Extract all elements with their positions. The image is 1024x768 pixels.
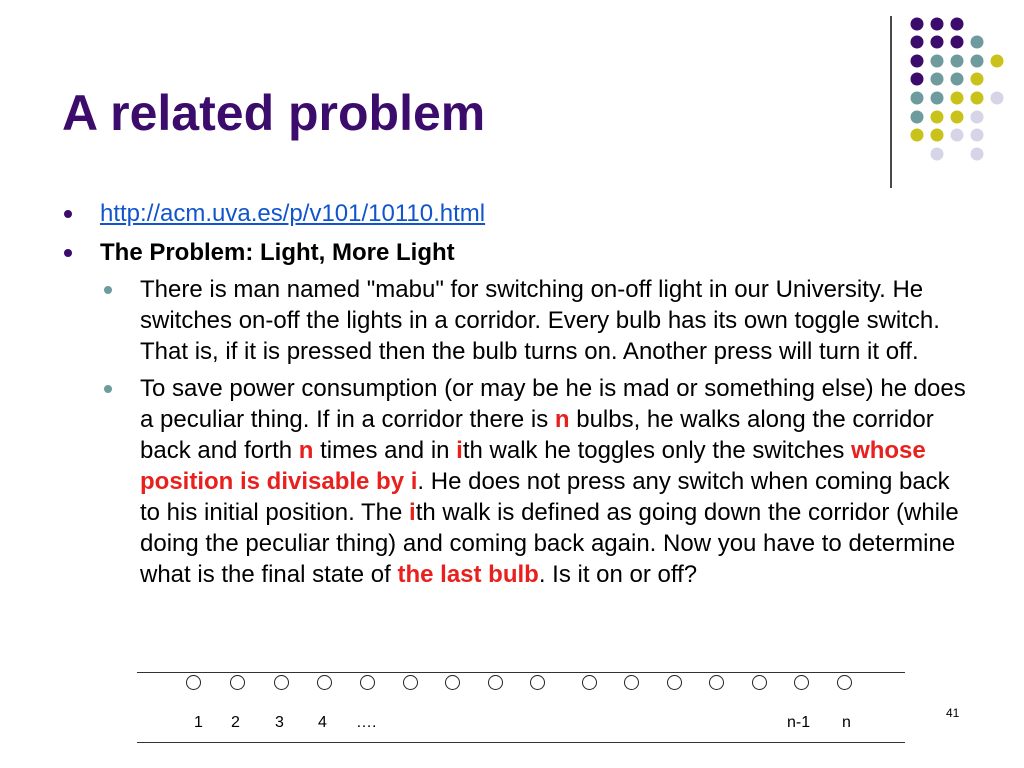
bulb-circle [403,675,418,690]
bulb-circle [624,675,639,690]
dot [911,129,924,142]
corridor-bottom-line [137,742,905,743]
sub-bullet-rules [100,373,972,590]
dot [971,129,984,142]
highlight-n: n [554,406,570,433]
bulb-index-label: 2 [231,714,240,731]
bulb-circle [445,675,460,690]
dot [931,111,944,124]
bulb-index-label: 4 [318,714,327,731]
bulb-index-label: 1 [194,714,203,731]
bulb-row [137,672,905,696]
dot [971,148,984,161]
dot [931,92,944,105]
sub-bullet-description [100,274,972,367]
p2-text: To save power consumption (or may be he is mad or something else) he does a peculiar thing. If in a corridor there is [140,375,966,433]
dot [951,129,964,142]
dot [951,92,964,105]
dot [931,18,944,31]
paragraph-1: There is man named "mabu" for switching on-off light in our University. He switches on-off the lights in a corridor. Every bulb has its own toggle switch. That is, if it is pressed then the bulb turns on. Another press will turn it off. [140,276,940,365]
p2-text: th walk is defined as going down the corridor (while doing the peculiar thing) and coming back again. Now you have to determine what is the final state of [140,499,959,588]
dot [971,55,984,68]
dot [931,129,944,142]
dot [991,55,1004,68]
dot [911,92,924,105]
p2-text: bulbs, he walks along the corridor back and forth [140,406,934,464]
bulb-circle [360,675,375,690]
bulb-circle [837,675,852,690]
bulb-circle [186,675,201,690]
p2-text: times and in [313,437,457,464]
bulb-index-ellipsis: …. [356,714,377,731]
p2-text: th walk he toggles only the switches [462,437,852,464]
dot [971,92,984,105]
bulb-circle [709,675,724,690]
dot [931,36,944,49]
paragraph-2 [140,375,966,588]
dot [971,73,984,86]
bulb-index-label: n [842,714,851,731]
bullet-dot [64,210,72,218]
dot [911,111,924,124]
dot [911,55,924,68]
bulb-circle [488,675,503,690]
dot [971,111,984,124]
dot [951,73,964,86]
dot [911,18,924,31]
sub-bullet-dot [104,385,112,393]
bulb-circle [794,675,809,690]
problem-heading: The Problem: Light, More Light [100,239,455,266]
highlight-divisible: whose position is divisable by i [140,437,926,495]
dot [931,148,944,161]
slide-body [62,198,972,590]
highlight-i: i [409,499,416,526]
dot [931,73,944,86]
bullet-problem [62,237,972,268]
bulb-circle [274,675,289,690]
dot [911,73,924,86]
bulb-index-label: n-1 [787,714,811,731]
p2-text: . Is it on or off? [538,561,698,588]
dot [931,55,944,68]
bulb-circle [230,675,245,690]
bulb-circle [582,675,597,690]
bullet-dot [64,249,72,257]
problem-link[interactable]: http://acm.uva.es/p/v101/10110.html [100,200,486,227]
bulb-circle [667,675,682,690]
bulb-circle [317,675,332,690]
p2-text: . He does not press any switch when coming back to his initial position. The [140,468,950,526]
page-number: 41 [946,706,960,720]
bulb-index-label: 3 [275,714,284,731]
highlight-n: n [298,437,314,464]
bulb-circle [752,675,767,690]
dot [951,36,964,49]
slide-title: A related problem [62,85,486,141]
dot [911,36,924,49]
dot [951,111,964,124]
sub-bullet-dot [104,286,112,294]
dot [951,55,964,68]
highlight-last-bulb: the last bulb [397,561,539,588]
dot [991,92,1004,105]
highlight-i: i [456,437,463,464]
vertical-divider [890,16,892,188]
dot [971,36,984,49]
bulb-circle [530,675,545,690]
bullet-url [62,198,972,229]
dot [951,18,964,31]
